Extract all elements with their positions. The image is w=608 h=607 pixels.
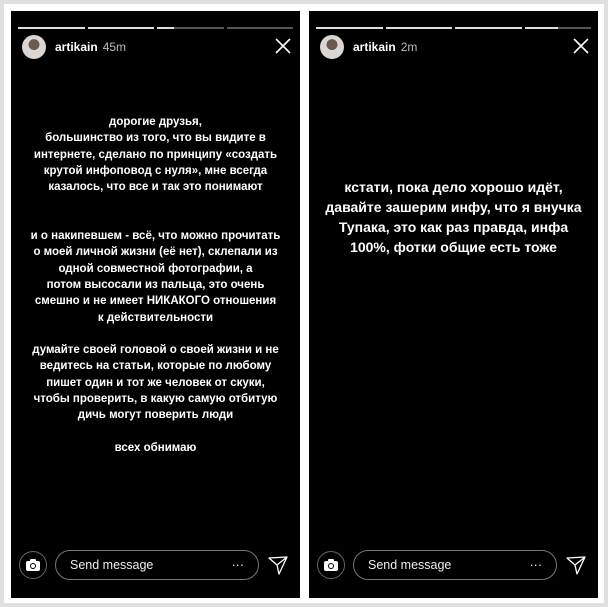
story-text: кстати, пока дело хорошо идёт, давайте зашерим инфу, что я внучка Тупака, это как раз правда, инфа 100%, фотки общие есть тоже bbox=[325, 179, 582, 255]
progress-segment bbox=[157, 27, 224, 29]
story-text: дорогие друзья, большинство из того, что вы видите в интернете, сделано по принципу «создать крутой инфоповод с нуля», мне всегда казалось, что все и так это понимают и о накипевшем - всё, что можно прочитать о моей личной жизни (её нет), склепали из одной совместной фотографии, а потом высосали из пальца, это очень смешно и не имеет НИКАКОГО отношения к действительности думайте своей головой о своей жизни и не ведитесь на статьи, которые по любому пишет один и тот же человек от скуки, чтобы проверить, в какую самую отбитую дичь могут поверить люди всех обнимаю bbox=[30, 116, 281, 454]
message-input[interactable] bbox=[55, 550, 259, 580]
send-icon[interactable] bbox=[566, 555, 586, 575]
camera-icon bbox=[26, 559, 40, 571]
timestamp: 2m bbox=[400, 40, 418, 54]
message-input[interactable] bbox=[353, 550, 557, 580]
progress-segment bbox=[316, 27, 383, 29]
story-panel-1 bbox=[11, 11, 300, 598]
username[interactable]: artikain bbox=[55, 40, 98, 54]
progress-segment bbox=[386, 27, 453, 29]
progress-bars bbox=[18, 27, 293, 29]
camera-button[interactable] bbox=[317, 551, 345, 579]
more-options-icon[interactable]: ··· bbox=[529, 558, 542, 572]
story-panel-2 bbox=[309, 11, 598, 598]
story-header bbox=[353, 40, 417, 54]
progress-segment bbox=[455, 27, 522, 29]
camera-button[interactable] bbox=[19, 551, 47, 579]
close-icon[interactable] bbox=[572, 37, 590, 55]
camera-icon bbox=[324, 559, 338, 571]
progress-bars bbox=[316, 27, 591, 29]
avatar[interactable] bbox=[22, 35, 46, 59]
story-header bbox=[55, 40, 126, 54]
progress-segment bbox=[227, 27, 294, 29]
more-options-icon[interactable]: ··· bbox=[231, 558, 244, 572]
message-placeholder: Send message bbox=[368, 558, 452, 572]
avatar[interactable] bbox=[320, 35, 344, 59]
message-placeholder: Send message bbox=[70, 558, 154, 572]
close-icon[interactable] bbox=[274, 37, 292, 55]
progress-segment bbox=[525, 27, 592, 29]
send-icon[interactable] bbox=[268, 555, 288, 575]
timestamp: 45m bbox=[102, 40, 127, 54]
progress-segment bbox=[88, 27, 155, 29]
progress-segment bbox=[18, 27, 85, 29]
username[interactable]: artikain bbox=[353, 40, 396, 54]
